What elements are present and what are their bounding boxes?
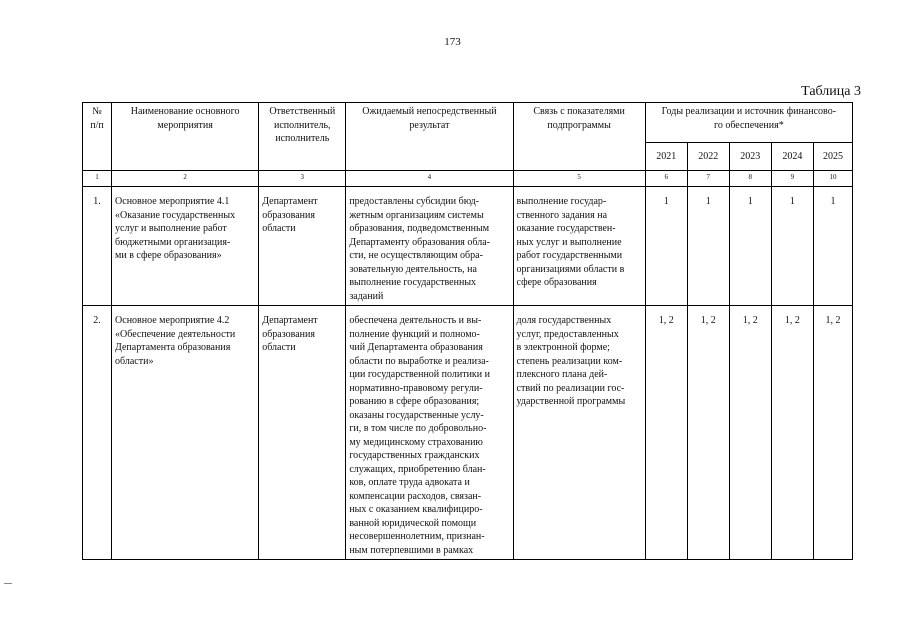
year-source-cell: 1 — [771, 187, 813, 306]
year-source-cell: 1 — [729, 187, 771, 306]
executor-cell: Департамент образования области — [259, 187, 346, 306]
header-num: № п/п — [83, 103, 112, 171]
column-number: 8 — [729, 171, 771, 187]
header-link: Связь с показателями подпрограммы — [513, 103, 645, 171]
year-source-cell: 1 — [645, 187, 687, 306]
column-number: 5 — [513, 171, 645, 187]
result-cell: предоставлены субсидии бюд- жетным организациям системы образования, подведомственным Департаменту образования обла- сти, не осуществляющим обра- зовательную деятельность, на выполнение государственных заданий — [346, 187, 513, 306]
year-source-cell: 1, 2 — [729, 306, 771, 560]
header-row-top — [83, 103, 853, 143]
year-source-cell: 1, 2 — [771, 306, 813, 560]
activity-cell: Основное мероприятие 4.2 «Обеспечение деятельности Департамента образования области» — [112, 306, 259, 560]
header-activity: Наименование основного мероприятия — [112, 103, 259, 171]
column-number: 9 — [771, 171, 813, 187]
header-years-group: Годы реализации и источник финансово- го обеспечения* — [645, 103, 852, 143]
activities-table — [82, 102, 853, 560]
header-result: Ожидаемый непосредственный результат — [346, 103, 513, 171]
link-cell: доля государственных услуг, предоставленных в электронной форме; степень реализации ком- плексного плана дей- ствий по реализации гос- ударственной программы — [513, 306, 645, 560]
column-number: 4 — [346, 171, 513, 187]
column-number: 6 — [645, 171, 687, 187]
year-source-cell: 1, 2 — [645, 306, 687, 560]
page-number: 173 — [444, 36, 461, 48]
year-source-cell: 1, 2 — [687, 306, 729, 560]
column-number: 7 — [687, 171, 729, 187]
column-number: 1 — [83, 171, 112, 187]
executor-cell: Департамент образования области — [259, 306, 346, 560]
year-source-cell: 1 — [687, 187, 729, 306]
header-executor: Ответственный исполнитель, исполнитель — [259, 103, 346, 171]
header-year: 2024 — [771, 143, 813, 171]
header-year: 2021 — [645, 143, 687, 171]
column-number: 3 — [259, 171, 346, 187]
year-source-cell: 1, 2 — [813, 306, 852, 560]
link-cell: выполнение государ- ственного задания на оказание государствен- ных услуг и выполнение работ государственными организациями области в сфере образования — [513, 187, 645, 306]
column-number: 2 — [112, 171, 259, 187]
table-caption: Таблица 3 — [801, 84, 861, 99]
table-row — [83, 187, 853, 306]
row-number: 2. — [83, 306, 112, 560]
header-year: 2023 — [729, 143, 771, 171]
year-source-cell: 1 — [813, 187, 852, 306]
page-edge-mark — [4, 583, 12, 584]
column-number-row — [83, 171, 853, 187]
header-year: 2025 — [813, 143, 852, 171]
result-cell: обеспечена деятельность и вы- полнение функций и полномо- чий Департамента образования области по выработке и реализа- ции государственной политики и нормативно-правовому регули- рованию в сфере образования; оказаны государственные услу- ги, в том числе по добровольно- му медицинскому страхованию государственных гражданских служащих, приобретению блан- ков, оплате труда адвоката и компенсации расходов, связан- ных с оказанием квалифициро- ванной юридической помощи несовершеннолетним, признан- ным потерпевшими в рамках — [346, 306, 513, 560]
table-row — [83, 306, 853, 560]
header-year: 2022 — [687, 143, 729, 171]
activity-cell: Основное мероприятие 4.1 «Оказание государственных услуг и выполнение работ бюджетными организация- ми в сфере образования» — [112, 187, 259, 306]
row-number: 1. — [83, 187, 112, 306]
column-number: 10 — [813, 171, 852, 187]
